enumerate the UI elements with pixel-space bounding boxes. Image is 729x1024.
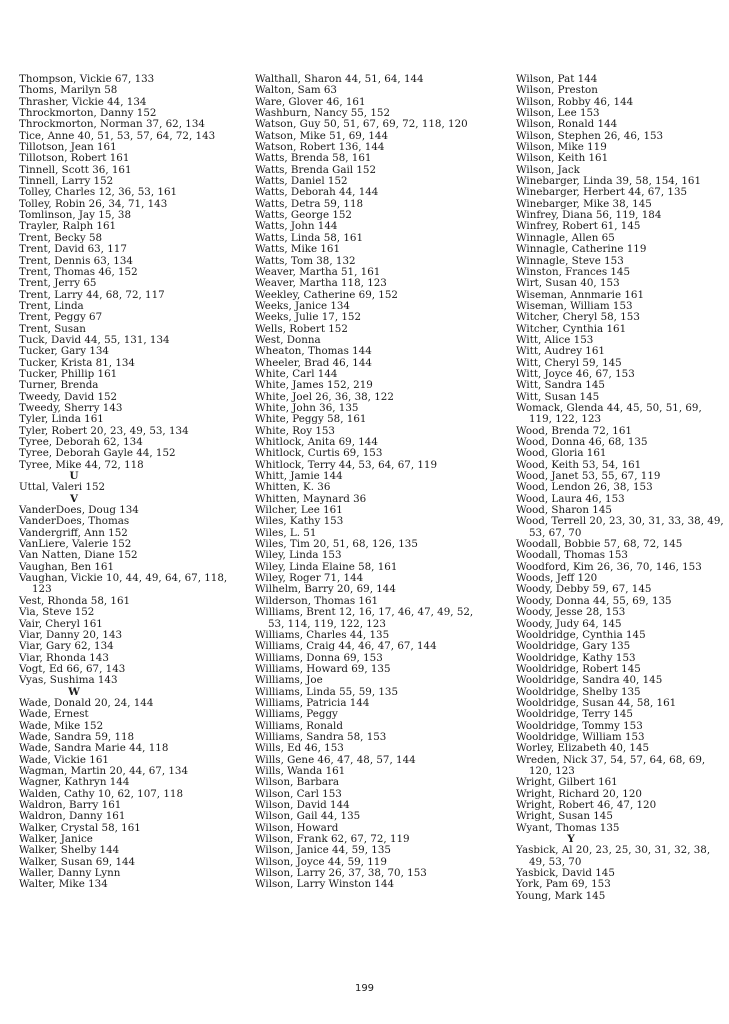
index-entry: Trent, Larry 44, 68, 72, 117	[19, 288, 165, 301]
index-entry: Thompson, Vickie 67, 133	[19, 73, 155, 85]
index-entry: White, James 152, 219	[255, 379, 373, 392]
index-entry: Watts, Detra 59, 118	[255, 197, 364, 210]
index-entry: Walton, Sam 63	[255, 84, 337, 97]
index-entry: Wright, Susan 145	[516, 810, 613, 823]
index-entry: Wyant, Thomas 135	[516, 821, 620, 834]
index-entry: Winebarger, Herbert 44, 67, 135	[516, 186, 688, 199]
index-entry: Waldron, Barry 161	[19, 799, 122, 811]
index-entry: Wood, Brenda 72, 161	[516, 424, 632, 437]
index-entry: Vandergriff, Ann 152	[19, 526, 128, 539]
index-entry: Trent, David 63, 117	[19, 243, 127, 256]
index-entry: Wooldridge, Cynthia 145	[516, 628, 646, 641]
index-entry: Walker, Susan 69, 144	[19, 855, 136, 868]
index-entry: Wood, Laura 46, 153	[516, 492, 625, 505]
index-entry: Wilson, Jack	[516, 163, 580, 176]
index-entry: Wood, Keith 53, 54, 161	[516, 458, 642, 471]
index-entry: Walker, Crystal 58, 161	[19, 821, 141, 834]
index-entry: Trent, Jerry 65	[19, 277, 97, 290]
index-entry: Wiseman, Annmarie 161	[516, 288, 644, 301]
index-entry: White, John 36, 135	[255, 401, 359, 414]
index-entry: Young, Mark 145	[516, 889, 606, 902]
index-entry: Wade, Mike 152	[19, 719, 104, 732]
index-entry: Williams, Brent 12, 16, 17, 46, 47, 49, 52, 53, 114, 119, 122, 123	[255, 606, 474, 630]
index-entry: Wilson, Keith 161	[516, 152, 609, 165]
index-entry: Wooldridge, Susan 44, 58, 161	[516, 696, 677, 709]
index-entry: Whitlock, Curtis 69, 153	[255, 447, 383, 460]
index-entry: Williams, Linda 55, 59, 135	[255, 685, 399, 698]
index-entry: Turner, Brenda	[19, 379, 99, 392]
index-entry: Trent, Susan	[19, 322, 86, 335]
index-entry: Vaughan, Ben 161	[19, 560, 115, 573]
index-entry: Wilson, Pat 144	[516, 73, 598, 85]
index-entry: Trayler, Ralph 161	[19, 220, 117, 233]
index-entry: Wilson, Carl 153	[255, 787, 342, 800]
index-entry: Tice, Anne 40, 51, 53, 57, 64, 72, 143	[19, 129, 216, 142]
index-entry: Winfrey, Diana 56, 119, 184	[516, 209, 662, 222]
index-entry: Witt, Susan 145	[516, 390, 600, 403]
index-entry: Wood, Gloria 161	[516, 447, 607, 460]
index-entry: Wills, Wanda 161	[255, 764, 346, 777]
index-entry: Williams, Patricia 144	[255, 696, 370, 709]
page-number: 199	[354, 983, 375, 994]
index-entry: Wooldridge, Robert 145	[516, 662, 641, 675]
index-entry: Witt, Alice 153	[516, 333, 594, 346]
index-entry: Wright, Gilbert 161	[516, 776, 618, 789]
index-entry: Wade, Sandra 59, 118	[19, 730, 135, 743]
index-entry: Wagner, Kathryn 144	[19, 776, 130, 789]
index-entry: Witcher, Cynthia 161	[516, 322, 627, 335]
index-entry: Vyas, Sushima 143	[19, 674, 118, 687]
index-entry: Wilson, Preston	[516, 84, 598, 97]
index-entry: Van Natten, Diane 152	[19, 549, 138, 562]
index-entry: Uttal, Valeri 152	[19, 481, 106, 494]
index-entry: Tinnell, Scott 36, 161	[19, 163, 132, 176]
index-entry: Williams, Charles 44, 135	[255, 628, 390, 641]
index-entry: Tillotson, Robert 161	[19, 152, 130, 165]
index-entry: Viar, Gary 62, 134	[19, 640, 114, 653]
index-entry: Trent, Dennis 63, 134	[19, 254, 133, 267]
index-entry: Williams, Craig 44, 46, 47, 67, 144	[255, 640, 437, 653]
index-entry: Whitlock, Anita 69, 144	[255, 436, 378, 448]
index-entry: Woody, Debby 59, 67, 145	[516, 583, 652, 596]
index-entry: Wade, Ernest	[19, 708, 89, 721]
index-entry: Viar, Rhonda 143	[19, 651, 109, 664]
index-entry: Watts, Brenda 58, 161	[255, 152, 372, 165]
index-entry: Wright, Robert 46, 47, 120	[516, 799, 657, 811]
index-entry: Trent, Thomas 46, 152	[19, 265, 138, 278]
section-letter-heading: W	[68, 685, 80, 698]
index-entry: Walker, Janice	[19, 833, 93, 846]
index-entry: Washburn, Nancy 55, 152	[255, 107, 391, 120]
index-entry: Tucker, Gary 134	[19, 345, 109, 358]
index-entry: Wood, Sharon 145	[516, 504, 612, 517]
index-entry: Weaver, Martha 118, 123	[255, 277, 387, 290]
index-entry: Walter, Mike 134	[19, 878, 108, 891]
index-entry: Tyree, Mike 44, 72, 118	[19, 458, 144, 471]
section-letter-heading: V	[70, 492, 78, 505]
index-entry: Throckmorton, Danny 152	[19, 107, 157, 120]
index-entry: VanderDoes, Thomas	[19, 515, 130, 528]
index-entry: Wilson, David 144	[255, 799, 350, 811]
index-entry: Wilson, Ronald 144	[516, 118, 618, 131]
index-entry: Whitten, Maynard 36	[255, 492, 367, 505]
index-entry: Wood, Donna 46, 68, 135	[516, 436, 648, 448]
index-entry: Trent, Peggy 67	[19, 311, 103, 324]
index-entry: Woodford, Kim 26, 36, 70, 146, 153	[516, 560, 702, 573]
index-entry: Tomlinson, Jay 15, 38	[19, 209, 132, 222]
index-entry: Woody, Donna 44, 55, 69, 135	[516, 594, 672, 607]
index-entry: White, Roy 153	[255, 424, 335, 437]
index-entry: Watson, Mike 51, 69, 144	[255, 129, 389, 142]
index-entry: White, Peggy 58, 161	[255, 413, 367, 426]
index-entry: Watts, Daniel 152	[255, 175, 348, 188]
index-entry: Wright, Richard 20, 120	[516, 787, 642, 800]
index-entry: Wade, Vickie 161	[19, 753, 109, 766]
index-entry: Ware, Glover 46, 161	[255, 95, 366, 108]
index-entry: Tyler, Robert 20, 23, 49, 53, 134	[19, 424, 189, 437]
index-entry: York, Pam 69, 153	[516, 878, 611, 891]
index-entry: Wiley, Linda Elaine 58, 161	[255, 560, 398, 573]
index-entry: Viar, Danny 20, 143	[19, 628, 123, 641]
index-entry: Vest, Rhonda 58, 161	[19, 594, 131, 607]
index-entry: Womack, Glenda 44, 45, 50, 51, 69, 119, 122, 123	[516, 401, 702, 426]
index-entry: Wooldridge, William 153	[516, 730, 645, 743]
index-entry: Tolley, Robin 26, 34, 71, 143	[19, 197, 168, 210]
index-entry: Wreden, Nick 37, 54, 57, 64, 68, 69, 120, 123	[516, 753, 706, 777]
section-letter-heading: U	[69, 470, 79, 483]
index-entry: Witt, Sandra 145	[516, 379, 605, 392]
index-entry: Wooldridge, Shelby 135	[516, 685, 641, 698]
index-entry: Wooldridge, Terry 145	[516, 708, 633, 721]
index-entry: Whitt, Jamie 144	[255, 470, 343, 483]
index-entry: Watson, Guy 50, 51, 67, 69, 72, 118, 120	[255, 118, 468, 131]
index-entry: Tyree, Deborah 62, 134	[19, 436, 143, 448]
index-entry: Winfrey, Robert 61, 145	[516, 220, 641, 233]
index-entry: Wills, Gene 46, 47, 48, 57, 144	[255, 753, 416, 766]
index-entry: Wilson, Frank 62, 67, 72, 119	[255, 833, 410, 846]
index-entry: Wooldridge, Tommy 153	[516, 719, 643, 732]
index-entry: Williams, Donna 69, 153	[255, 651, 383, 664]
index-entry: White, Carl 144	[255, 367, 338, 380]
index-entry: Watts, Mike 161	[255, 243, 341, 256]
index-entry: Weeks, Julie 17, 152	[255, 311, 362, 324]
index-entry: Woodall, Bobbie 57, 68, 72, 145	[516, 538, 683, 551]
index-entry: Wilcher, Lee 161	[255, 504, 343, 517]
index-entry: Wood, Janet 53, 55, 67, 119	[516, 470, 661, 483]
index-entry: Weaver, Martha 51, 161	[255, 265, 381, 278]
index-entry: Tyler, Linda 161	[19, 413, 104, 426]
index-entry: Trent, Becky 58	[19, 231, 103, 244]
index-entry: VanLiere, Valerie 152	[19, 538, 132, 551]
index-entry: VanderDoes, Doug 134	[19, 504, 139, 517]
index-entry: Witt, Cheryl 59, 145	[516, 356, 622, 369]
index-entry: Woodall, Thomas 153	[516, 549, 628, 562]
section-letter-heading: Y	[567, 833, 575, 846]
index-entry: Walker, Shelby 144	[19, 844, 120, 857]
index-entry: Watts, Linda 58, 161	[255, 231, 364, 244]
index-entry: Wilson, Janice 44, 59, 135	[255, 844, 391, 857]
index-entry: Woody, Judy 64, 145	[516, 617, 622, 630]
index-column-3	[516, 74, 726, 902]
index-entry: Walthall, Sharon 44, 51, 64, 144	[255, 73, 424, 85]
index-entry: Wilson, Howard	[255, 821, 339, 834]
index-entry: Vogt, Ed 66, 67, 143	[19, 662, 126, 675]
index-entry: Tillotson, Jean 161	[19, 141, 117, 154]
index-entry: Witt, Audrey 161	[516, 345, 605, 358]
index-entry: Wells, Robert 152	[255, 322, 348, 335]
index-entry: Wilson, Mike 119	[516, 141, 607, 154]
index-entry: Witcher, Cheryl 58, 153	[516, 311, 640, 324]
index-entry: Winnagle, Allen 65	[516, 231, 615, 244]
index-entry: Williams, Ronald	[255, 719, 343, 732]
index-entry: Wheeler, Brad 46, 144	[255, 356, 372, 369]
index-entry: Winebarger, Mike 38, 145	[516, 197, 652, 210]
index-entry: Tucker, Krista 81, 134	[19, 356, 135, 369]
index-column-2	[255, 74, 485, 891]
index-entry: Wood, Terrell 20, 23, 30, 31, 33, 38, 49, 53, 67, 70	[516, 515, 724, 539]
index-entry: Wilson, Larry Winston 144	[255, 878, 395, 891]
index-entry: West, Donna	[255, 333, 321, 346]
index-column-1	[19, 74, 234, 891]
index-entry: Tweedy, David 152	[19, 390, 118, 403]
index-entry: Whitlock, Terry 44, 53, 64, 67, 119	[255, 458, 438, 471]
index-entry: Watts, Tom 38, 132	[255, 254, 356, 267]
index-entry: Watts, Deborah 44, 144	[255, 186, 379, 199]
index-entry: Wooldridge, Kathy 153	[516, 651, 636, 664]
index-entry: Williams, Sandra 58, 153	[255, 730, 387, 743]
index-entry: Wiles, Kathy 153	[255, 515, 344, 528]
index-entry: Waller, Danny Lynn	[19, 867, 121, 880]
index-entry: Williams, Howard 69, 135	[255, 662, 391, 675]
index-entry: Vair, Cheryl 161	[19, 617, 103, 630]
index-entry: Wooldridge, Sandra 40, 145	[516, 674, 663, 687]
index-entry: Woody, Jesse 28, 153	[516, 606, 626, 619]
index-entry: White, Joel 26, 36, 38, 122	[255, 390, 394, 403]
index-entry: Thrasher, Vickie 44, 134	[19, 95, 147, 108]
index-entry: Yasbick, David 145	[516, 867, 615, 880]
index-entry: Wade, Sandra Marie 44, 118	[19, 742, 169, 755]
index-entry: Winston, Frances 145	[516, 265, 631, 278]
index-entry: Wilderson, Thomas 161	[255, 594, 379, 607]
index-entry: Thoms, Marilyn 58	[19, 84, 118, 97]
index-entry: Whitten, K. 36	[255, 481, 331, 494]
index-entry: Weekley, Catherine 69, 152	[255, 288, 398, 301]
index-entry: Wood, Lendon 26, 38, 153	[516, 481, 653, 494]
index-entry: Wirt, Susan 40, 153	[516, 277, 620, 290]
index-entry: Wilson, Stephen 26, 46, 153	[516, 129, 664, 142]
index-entry: Wheaton, Thomas 144	[255, 345, 372, 358]
index-entry: Wade, Donald 20, 24, 144	[19, 696, 154, 709]
index-entry: Wilson, Lee 153	[516, 107, 600, 120]
index-entry: Wagman, Martin 20, 44, 67, 134	[19, 764, 189, 777]
index-entry: Weeks, Janice 134	[255, 299, 350, 312]
index-entry: Tyree, Deborah Gayle 44, 152	[19, 447, 176, 460]
index-entry: Wilson, Gail 44, 135	[255, 810, 361, 823]
index-entry: Tweedy, Sherry 143	[19, 401, 123, 414]
index-entry: Winebarger, Linda 39, 58, 154, 161	[516, 175, 702, 188]
index-entry: Tuck, David 44, 55, 131, 134	[19, 333, 170, 346]
index-entry: Wiley, Linda 153	[255, 549, 342, 562]
index-entry: Via, Steve 152	[19, 606, 95, 619]
index-entry: Watson, Robert 136, 144	[255, 141, 385, 154]
index-entry: Watts, John 144	[255, 220, 338, 233]
index-entry: Tolley, Charles 12, 36, 53, 161	[19, 186, 178, 199]
index-entry: Wilson, Barbara	[255, 776, 340, 789]
index-entry: Wilson, Larry 26, 37, 38, 70, 153	[255, 867, 427, 880]
index-entry: Wiles, L. 51	[255, 526, 317, 539]
index-entry: Trent, Linda	[19, 299, 84, 312]
index-entry: Waldron, Danny 161	[19, 810, 126, 823]
index-entry: Williams, Joe	[255, 674, 323, 687]
index-entry: Winnagle, Catherine 119	[516, 243, 647, 256]
index-entry: Wilson, Robby 46, 144	[516, 95, 634, 108]
index-entry: Woods, Jeff 120	[516, 572, 598, 585]
index-entry: Watts, Brenda Gail 152	[255, 163, 377, 176]
index-entry: Wilhelm, Barry 20, 69, 144	[255, 583, 396, 596]
index-entry: Walden, Cathy 10, 62, 107, 118	[19, 787, 184, 800]
index-entry: Wiles, Tim 20, 51, 68, 126, 135	[255, 538, 418, 551]
index-entry: Wiseman, William 153	[516, 299, 633, 312]
index-entry: Witt, Joyce 46, 67, 153	[516, 367, 635, 380]
index-entry: Worley, Elizabeth 40, 145	[516, 742, 650, 755]
index-entry: Wills, Ed 46, 153	[255, 742, 344, 755]
index-entry: Tucker, Phillip 161	[19, 367, 118, 380]
index-entry: Wooldridge, Gary 135	[516, 640, 631, 653]
index-entry: Williams, Peggy	[255, 708, 338, 721]
index-entry: Vaughan, Vickie 10, 44, 49, 64, 67, 118, 123	[19, 572, 228, 596]
index-entry: Winnagle, Steve 153	[516, 254, 624, 267]
index-entry: Yasbick, Al 20, 23, 25, 30, 31, 32, 38, 49, 53, 70	[516, 844, 711, 868]
index-entry: Tinnell, Larry 152	[19, 175, 114, 188]
index-entry: Watts, George 152	[255, 209, 352, 222]
index-entry: Throckmorton, Norman 37, 62, 134	[19, 118, 205, 131]
index-entry: Wiley, Roger 71, 144	[255, 572, 364, 585]
index-entry: Wilson, Joyce 44, 59, 119	[255, 855, 387, 868]
